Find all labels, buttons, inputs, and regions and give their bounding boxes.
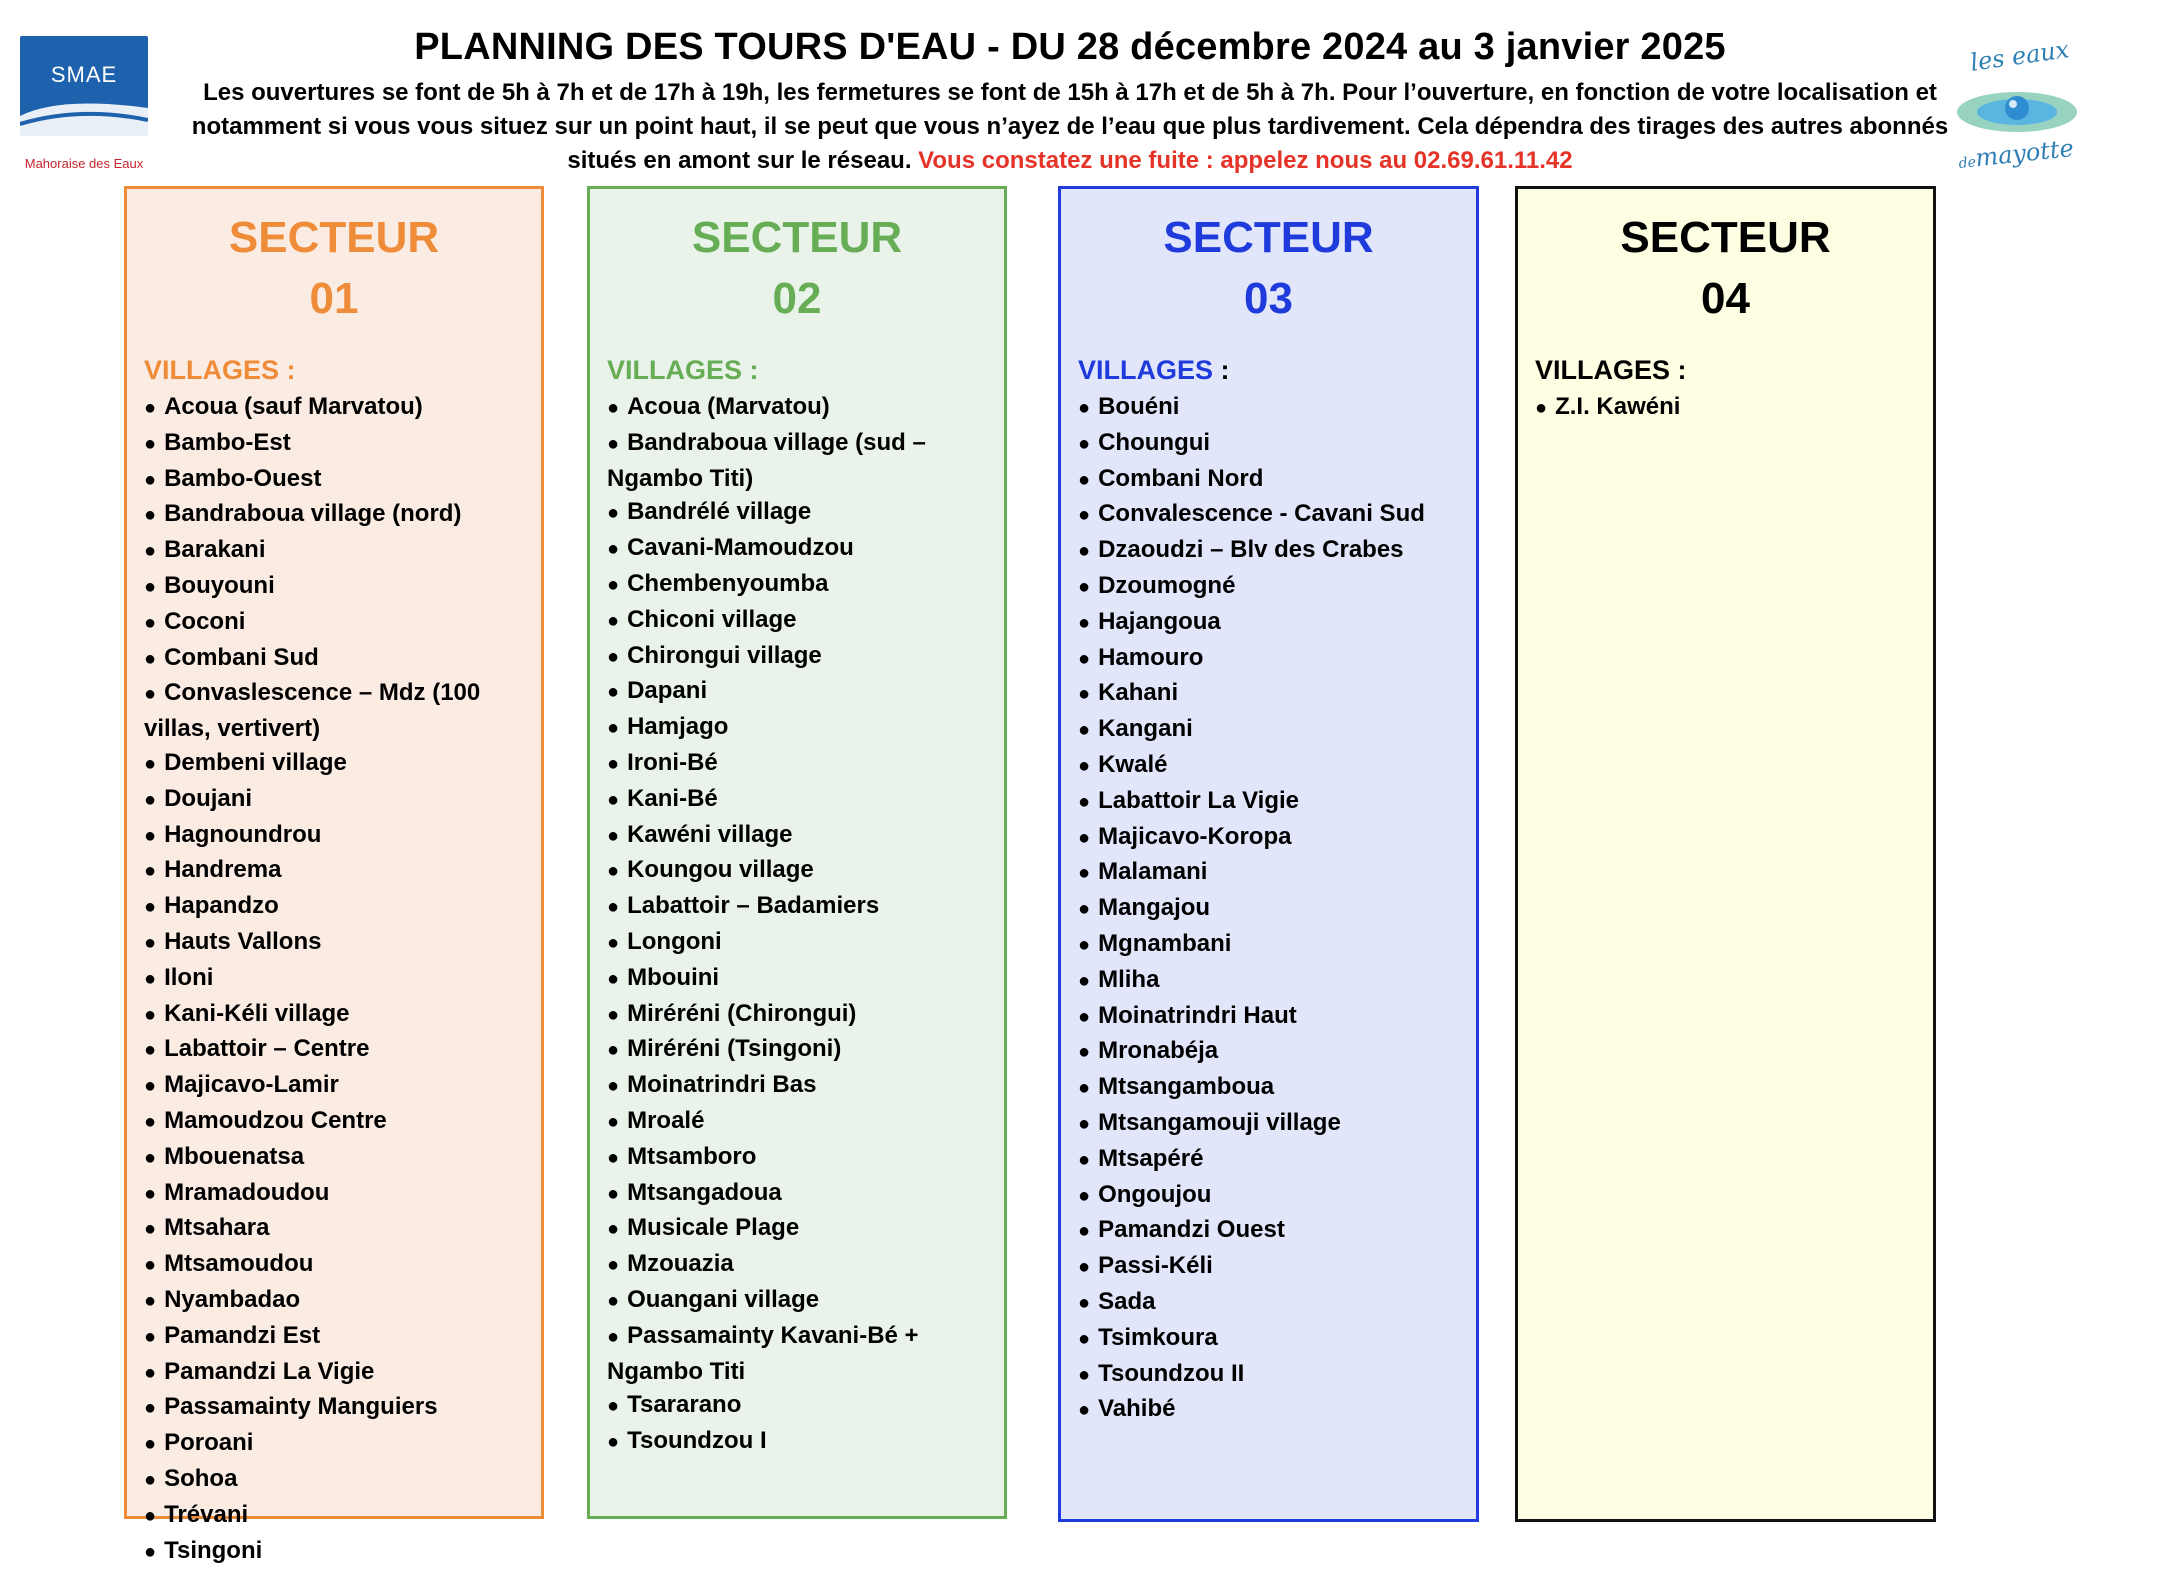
village-item: ● Tsararano — [607, 1388, 997, 1424]
village-item: ● Labattoir – Badamiers — [607, 889, 997, 925]
village-item: ● Mbouenatsa — [144, 1140, 534, 1176]
village-item: ● Acoua (sauf Marvatou) — [144, 390, 534, 426]
village-item: ● Tsoundzou I — [607, 1424, 997, 1460]
village-item: ● Moinatrindri Haut — [1078, 999, 1468, 1035]
village-item: ● Acoua (Marvatou) — [607, 390, 997, 426]
village-item: ● Mtsangamboua — [1078, 1070, 1468, 1106]
village-item: ● Labattoir – Centre — [144, 1032, 534, 1068]
village-item: ● Pamandzi La Vigie — [144, 1355, 534, 1391]
village-item: ● Cavani-Mamoudzou — [607, 531, 997, 567]
village-item: ● Bandrélé village — [607, 495, 997, 531]
village-item: ● Coconi — [144, 605, 534, 641]
villages-label-text: VILLAGES — [1078, 355, 1213, 385]
village-item: ● Mliha — [1078, 963, 1468, 999]
villages-label-text: VILLAGES — [607, 355, 742, 385]
village-item: ● Koungou village — [607, 853, 997, 889]
smae-logo-box — [20, 36, 148, 136]
village-item: ● Bambo-Est — [144, 426, 534, 462]
village-item: ● Moinatrindri Bas — [607, 1068, 997, 1104]
leak-alert: Vous constatez une fuite : appelez nous au 02.69.61.11.42 — [918, 147, 1572, 174]
sector-label: SECTEUR — [1518, 207, 1933, 268]
village-item: ● Combani Sud — [144, 641, 534, 677]
village-item: ● Convaslescence – Mdz (100 villas, vertivert) — [144, 676, 534, 746]
village-item: ● Mbouini — [607, 961, 997, 997]
village-item: ● Mtsangamouji village — [1078, 1106, 1468, 1142]
village-item: ● Kani-Kéli village — [144, 997, 534, 1033]
logo-text-mayotte: mayotte — [1974, 134, 2075, 172]
village-item: ● Mangajou — [1078, 891, 1468, 927]
village-item: ● Chirongui village — [607, 639, 997, 675]
village-list — [144, 390, 534, 1569]
village-item: ● Convalescence - Cavani Sud — [1078, 497, 1468, 533]
village-item: ● Kahani — [1078, 676, 1468, 712]
sector-02-heading — [590, 207, 1004, 329]
village-item: ● Mtsahara — [144, 1211, 534, 1247]
village-item: ● Dzoumogné — [1078, 569, 1468, 605]
village-item: ● Iloni — [144, 961, 534, 997]
village-item: ● Tsingoni — [144, 1534, 534, 1569]
sector-number: 01 — [127, 268, 541, 329]
village-item: ● Mzouazia — [607, 1247, 997, 1283]
village-item: ● Handrema — [144, 853, 534, 889]
village-item: ● Majicavo-Lamir — [144, 1068, 534, 1104]
sector-label: SECTEUR — [127, 207, 541, 268]
village-item: ● Dapani — [607, 674, 997, 710]
village-item: ● Nyambadao — [144, 1283, 534, 1319]
village-list — [607, 390, 997, 1460]
logo-text-les-eaux: les eaux — [1969, 35, 2071, 77]
village-item: ● Tsoundzou II — [1078, 1357, 1468, 1393]
village-item: ● Ongoujou — [1078, 1178, 1468, 1214]
village-item: ● Poroani — [144, 1426, 534, 1462]
villages-label: VILLAGES : — [144, 355, 296, 386]
sector-number: 03 — [1061, 268, 1476, 329]
village-item: ● Mgnambani — [1078, 927, 1468, 963]
village-item: ● Barakani — [144, 533, 534, 569]
eaux-de-mayotte-logo — [1940, 30, 2100, 180]
village-item: ● Malamani — [1078, 855, 1468, 891]
village-item: ● Chiconi village — [607, 603, 997, 639]
wave-icon — [20, 36, 148, 136]
village-item: ● Chembenyoumba — [607, 567, 997, 603]
smae-logo-name: SMAE — [20, 62, 148, 88]
village-item: ● Sada — [1078, 1285, 1468, 1321]
village-item: ● Dembeni village — [144, 746, 534, 782]
village-item: ● Hamjago — [607, 710, 997, 746]
village-item: ● Passi-Kéli — [1078, 1249, 1468, 1285]
village-item: ● Sohoa — [144, 1462, 534, 1498]
village-item: ● Mamoudzou Centre — [144, 1104, 534, 1140]
village-item: ● Mtsamoudou — [144, 1247, 534, 1283]
logo-text-de: de — [1958, 154, 1977, 172]
village-item: ● Bambo-Ouest — [144, 462, 534, 498]
page-title: PLANNING DES TOURS D'EAU - DU 28 décembre 2024 au 3 janvier 2025 — [330, 26, 1810, 69]
village-item: ● Majicavo-Koropa — [1078, 820, 1468, 856]
village-item: ● Kawéni village — [607, 818, 997, 854]
villages-label-text: VILLAGES — [1535, 355, 1670, 385]
village-list — [1078, 390, 1468, 1428]
villages-label: VILLAGES : — [1535, 355, 1687, 386]
village-item: ● Bandraboua village (sud – Ngambo Titi) — [607, 426, 997, 496]
sector-01-panel — [124, 186, 544, 1519]
village-item: ● Miréréni (Tsingoni) — [607, 1032, 997, 1068]
village-item: ● Mtsangadoua — [607, 1176, 997, 1212]
village-item: ● Ironi-Bé — [607, 746, 997, 782]
smae-logo — [14, 36, 154, 171]
sector-label: SECTEUR — [590, 207, 1004, 268]
village-item: ● Labattoir La Vigie — [1078, 784, 1468, 820]
schedule-info: Les ouvertures se font de 5h à 7h et de 17h à 19h, les fermetures se font de 15h à 17h et de 5h à 7h. Pour l’ouverture, en fonction de votre localisation et notamment si vous vous situez sur un point haut, il se peut que vous n’ayez de l’eau que plus tardivement. Cela dépendra des tirages des autres abonnés situés en amont sur le réseau. — [192, 79, 1948, 174]
sector-01-heading — [127, 207, 541, 329]
village-item: ● Mtsapéré — [1078, 1142, 1468, 1178]
sector-03-panel — [1058, 186, 1479, 1522]
village-item: ● Mramadoudou — [144, 1176, 534, 1212]
sector-04-heading — [1518, 207, 1933, 329]
smae-tagline: Mahoraise des Eaux — [14, 156, 154, 171]
village-item: ● Hagnoundrou — [144, 818, 534, 854]
village-item: ● Hauts Vallons — [144, 925, 534, 961]
village-item: ● Hapandzo — [144, 889, 534, 925]
village-item: ● Mronabéja — [1078, 1034, 1468, 1070]
village-item: ● Kwalé — [1078, 748, 1468, 784]
village-item: ● Mroalé — [607, 1104, 997, 1140]
village-item: ● Choungui — [1078, 426, 1468, 462]
village-item: ● Doujani — [144, 782, 534, 818]
village-item: ● Dzaoudzi – Blv des Crabes — [1078, 533, 1468, 569]
sector-03-heading — [1061, 207, 1476, 329]
sector-04-panel — [1515, 186, 1936, 1522]
village-item: ● Bouéni — [1078, 390, 1468, 426]
village-item: ● Kangani — [1078, 712, 1468, 748]
village-item: ● Trévani — [144, 1498, 534, 1534]
village-item: ● Hamouro — [1078, 641, 1468, 677]
villages-label: VILLAGES : — [1078, 355, 1230, 386]
village-item: ● Bouyouni — [144, 569, 534, 605]
village-item: ● Pamandzi Ouest — [1078, 1213, 1468, 1249]
village-item: ● Kani-Bé — [607, 782, 997, 818]
village-item: ● Miréréni (Chirongui) — [607, 997, 997, 1033]
village-item: ● Musicale Plage — [607, 1211, 997, 1247]
village-item: ● Passamainty Kavani-Bé + Ngambo Titi — [607, 1319, 997, 1389]
sector-02-panel — [587, 186, 1007, 1519]
village-item: ● Ouangani village — [607, 1283, 997, 1319]
page-subtitle — [190, 76, 1950, 178]
villages-label: VILLAGES : — [607, 355, 759, 386]
water-drop-icon — [1952, 82, 2082, 142]
sector-number: 02 — [590, 268, 1004, 329]
village-item: ● Longoni — [607, 925, 997, 961]
village-list — [1535, 390, 1925, 426]
village-item: ● Vahibé — [1078, 1392, 1468, 1428]
sector-label: SECTEUR — [1061, 207, 1476, 268]
village-item: ● Tsimkoura — [1078, 1321, 1468, 1357]
village-item: ● Passamainty Manguiers — [144, 1390, 534, 1426]
village-item: ● Hajangoua — [1078, 605, 1468, 641]
sector-number: 04 — [1518, 268, 1933, 329]
village-item: ● Pamandzi Est — [144, 1319, 534, 1355]
village-item: ● Bandraboua village (nord) — [144, 497, 534, 533]
villages-label-text: VILLAGES — [144, 355, 279, 385]
village-item: ● Mtsamboro — [607, 1140, 997, 1176]
village-item: ● Z.I. Kawéni — [1535, 390, 1925, 426]
village-item: ● Combani Nord — [1078, 462, 1468, 498]
